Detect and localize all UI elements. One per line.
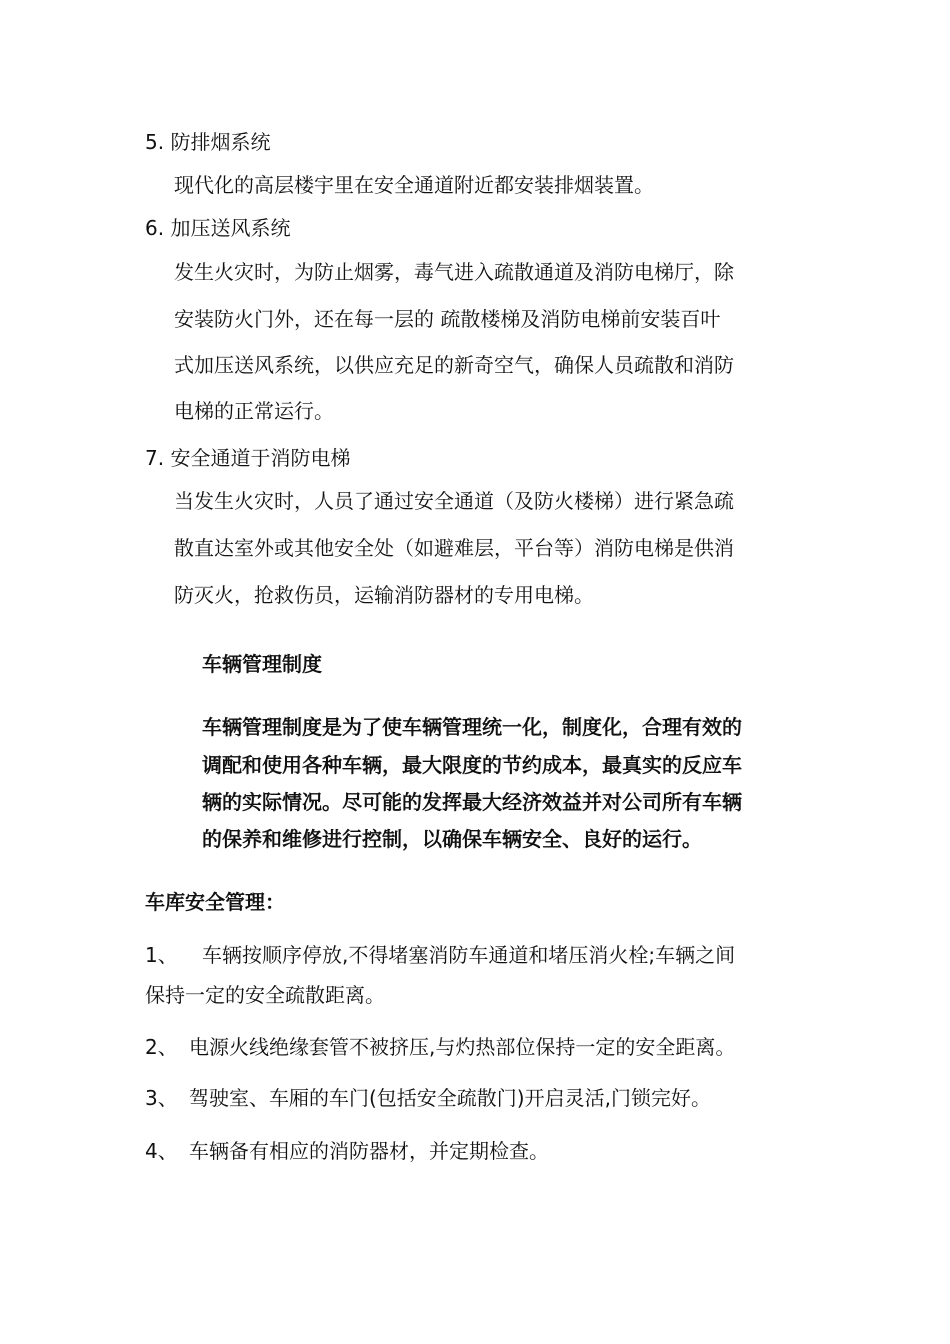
vehicle-body-line: 辆的实际情况。尽可能的发挥最大经济效益并对公司所有车辆 (202, 790, 742, 814)
section-5-body: 现代化的高层楼宇里在安全通道附近都安装排烟装置。 (174, 173, 654, 197)
garage-item-text-continued: 保持一定的安全疏散距离。 (145, 983, 385, 1007)
garage-item-text: 车辆按顺序停放,不得堵塞消防车通道和堵压消火栓;车辆之间 (202, 943, 736, 967)
section-6-body-line: 电梯的正常运行。 (174, 399, 334, 423)
section-7-heading: 7. 安全通道于消防电梯 (145, 446, 351, 470)
section-7-body-line: 当发生火灾时，人员了通过安全通道（及防火楼梯）进行紧急疏 (174, 489, 734, 513)
garage-item-text: 驾驶室、车厢的车门(包括安全疏散门)开启灵活,门锁完好。 (189, 1086, 711, 1110)
garage-item-number: 1、 (145, 943, 178, 967)
section-6-body-line: 安装防火门外，还在每一层的 疏散楼梯及消防电梯前安装百叶 (174, 307, 721, 331)
section-6-body-line: 式加压送风系统，以供应充足的新奇空气，确保人员疏散和消防 (174, 353, 734, 377)
garage-item-text: 车辆备有相应的消防器材，并定期检查。 (189, 1139, 549, 1163)
garage-item-number: 4、 (145, 1139, 178, 1163)
section-7-body-line: 防灭火，抢救伤员，运输消防器材的专用电梯。 (174, 583, 594, 607)
section-5-heading: 5. 防排烟系统 (145, 130, 271, 154)
vehicle-body-line: 调配和使用各种车辆，最大限度的节约成本，最真实的反应车 (202, 753, 742, 777)
vehicle-body-line: 车辆管理制度是为了使车辆管理统一化，制度化，合理有效的 (202, 715, 742, 739)
garage-item-text: 电源火线绝缘套管不被挤压,与灼热部位保持一定的安全距离。 (189, 1035, 736, 1059)
vehicle-body-line: 的保养和维修进行控制，以确保车辆安全、良好的运行。 (202, 827, 702, 851)
section-7-body-line: 散直达室外或其他安全处（如避难层，平台等）消防电梯是供消 (174, 536, 734, 560)
vehicle-section-title: 车辆管理制度 (202, 652, 322, 676)
section-6-body-line: 发生火灾时，为防止烟雾，毒气进入疏散通道及消防电梯厅，除 (174, 260, 734, 284)
garage-section-title: 车库安全管理： (145, 890, 285, 914)
section-6-heading: 6. 加压送风系统 (145, 216, 291, 240)
garage-item-number: 2、 (145, 1035, 178, 1059)
garage-item-number: 3、 (145, 1086, 178, 1110)
